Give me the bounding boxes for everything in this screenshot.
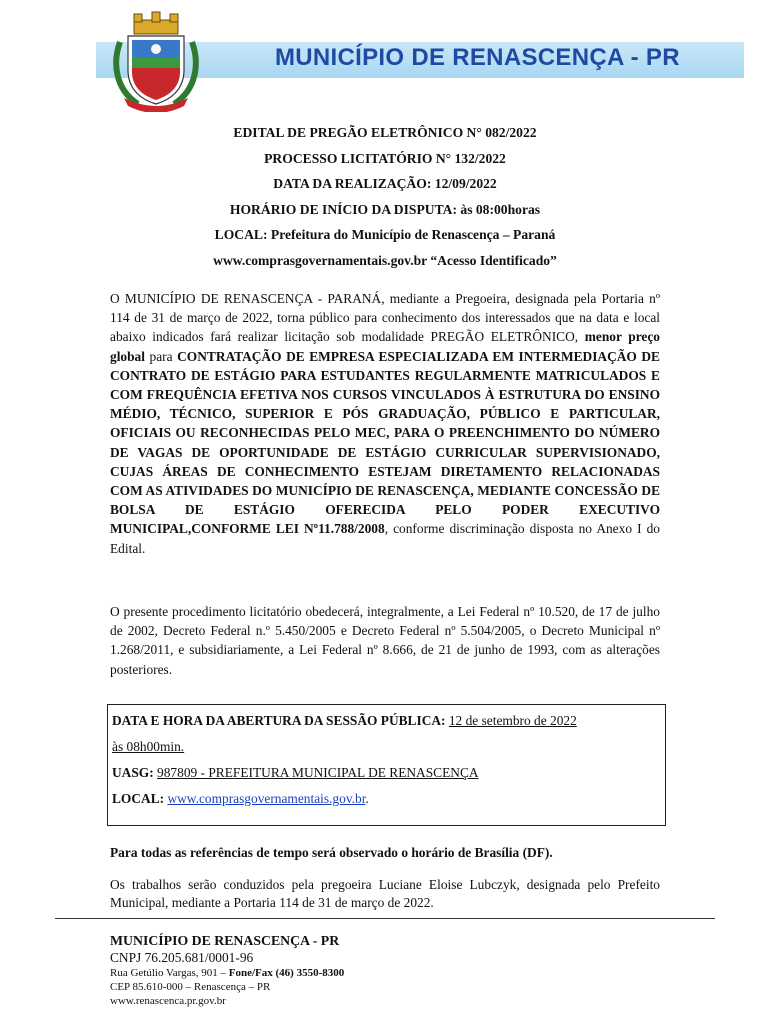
opening-line: [112, 713, 577, 729]
local-end: .: [365, 791, 369, 806]
footer-cnpj: CNPJ 76.205.681/0001-96: [110, 950, 254, 965]
uasg-value: 987809 - PREFEITURA MUNICIPAL DE RENASCENÇA: [157, 765, 479, 780]
opening-time: às 08h00min.: [112, 739, 185, 754]
connector-text: para: [149, 348, 173, 364]
works-note: Os trabalhos serão conduzidos pela pregoeira Luciane Eloise Lubczyk, designada pelo Prefeito Municipal, mediante a Portaria 114 de 31 de março de 2022.: [110, 877, 660, 910]
location-line: LOCAL: Prefeitura do Município de Renascença – Paraná: [214, 227, 556, 242]
criterion-text: menor preço global: [110, 329, 660, 364]
footer-site: www.renascenca.pr.gov.br: [110, 995, 226, 1007]
header-title: MUNICÍPIO DE RENASCENÇA - PR: [275, 44, 680, 71]
footer: [110, 932, 344, 1008]
opening-label: DATA E HORA DA ABERTURA DA SESSÃO PÚBLICA:: [112, 713, 446, 728]
local-label: LOCAL:: [112, 791, 165, 806]
uasg-label: UASG:: [112, 765, 154, 780]
intro-text: O MUNICÍPIO DE RENASCENÇA - PARANÁ, mediante a Pregoeira, designada pela Portaria nº 114 de 31 de março de 2022, torna público para conhecimento dos interessados que na data e local abaixo indicados fará realizar licitação sob modalidade PREGÃO ELETRÔNICO,: [110, 291, 660, 345]
dispute-start-time: HORÁRIO DE INÍCIO DA DISPUTA: às 08:00horas: [229, 201, 541, 217]
legal-basis-paragraph: O presente procedimento licitatório obedecerá, integralmente, a Lei Federal nº 10.520, de 17 de julho de 2002, Decreto Federal n.º 5.450/2005 e Decreto Federal nº 5.504/2005, o Decreto Municipal nº 1.268/2011, e subsidiariamente, a Lei Federal nº 8.666, de 21 de junho de 1993, com as alterações posteriores.: [110, 604, 660, 677]
local-link[interactable]: www.comprasgovernamentais.gov.br: [167, 791, 366, 806]
footer-municipality-name: MUNICÍPIO DE RENASCENÇA - PR: [110, 933, 340, 948]
outro-text: , conforme discriminação disposta no Anexo I do Edital.: [110, 521, 660, 556]
time-reference-note: Para todas as referências de tempo será observado o horário de Brasília (DF).: [110, 845, 553, 860]
footer-address: Rua Getúlio Vargas, 901 –: [110, 967, 226, 979]
coat-of-arms-icon: [110, 8, 202, 112]
footer-cep: CEP 85.610-000 – Renascença – PR: [110, 981, 271, 993]
object-text: CONTRATAÇÃO DE EMPRESA ESPECIALIZADA EM INTERMEDIAÇÃO DE CONTRATO DE ESTÁGIO PARA ESTUDANTES REGULARMENTE MATRICULADOS E COM FREQUÊNCIA EFETIVA NOS CURSOS VINCULADOS À ESTRUTURA DO ENSINO MÉDIO, TÉCNICO, SUPERIOR E PÓS GRADUAÇÃO, PÚBLICO E PARTICULAR, OFICIAIS OU RECONHECIDAS PELO MEC, PARA O PREENCHIMENTO DO NÚMERO DE VAGAS DE OPORTUNIDADE DE ESTÁGIO CURRICULAR SUPERVISIONADO, CUJAS ÁREAS DE CONHECIMENTO ESTEJAM DIRETAMENTO RELACIONADAS COM AS ATIVIDADES DO MUNICÍPIO DE RENASCENÇA, MEDIANTE CONCESSÃO DE BOLSA DE ESTÁGIO OFERECIDA PELO PODER EXECUTIVO MUNICIPAL,CONFORME LEI Nº11.788/2008: [110, 348, 660, 537]
title-block: [110, 120, 660, 273]
opening-date: 12 de setembro de 2022: [448, 713, 577, 728]
session-info-box: [107, 704, 666, 826]
footer-divider: [55, 918, 715, 919]
realization-date: DATA DA REALIZAÇÃO: 12/09/2022: [273, 176, 497, 191]
edital-number: EDITAL DE PREGÃO ELETRÔNICO N° 082/2022: [233, 125, 537, 140]
uasg-line: [112, 765, 479, 781]
local-line: [112, 791, 369, 807]
footer-phone: Fone/Fax (46) 3550-8300: [228, 967, 345, 979]
website-line: www.comprasgovernamentais.gov.br “Acesso Identificado”: [213, 252, 557, 268]
footer-address-line: [110, 966, 344, 980]
process-number: PROCESSO LICITATÓRIO N° 132/2022: [264, 150, 506, 166]
intro-paragraph: [110, 289, 660, 558]
